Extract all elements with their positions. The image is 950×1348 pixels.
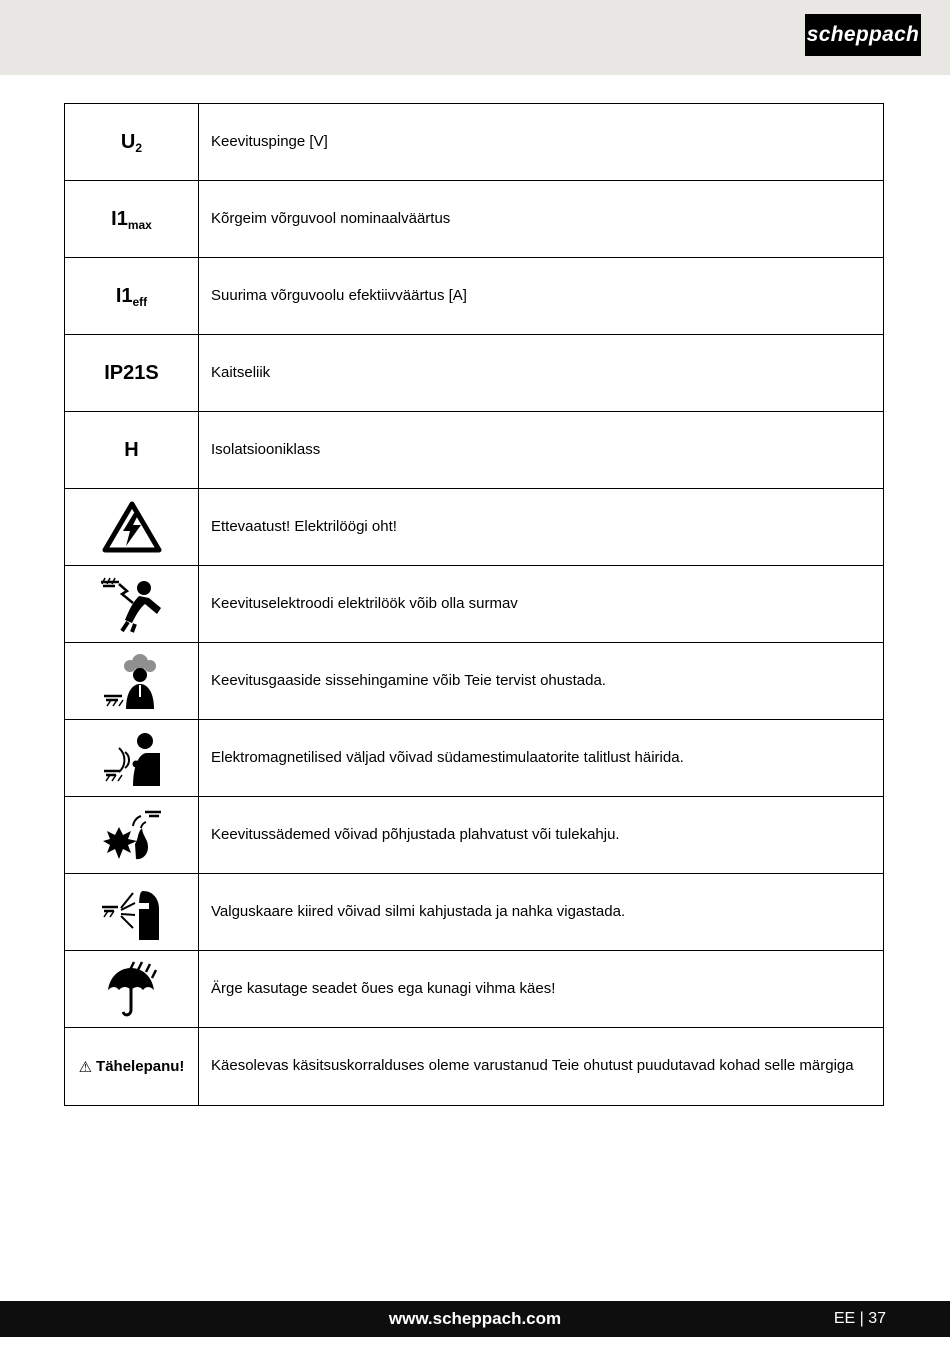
- symbol-explanation-table: [64, 103, 884, 1106]
- table-row: [65, 1028, 883, 1105]
- symbol-text: I1: [111, 207, 128, 230]
- footer-page-number: EE | 37: [833, 1310, 886, 1327]
- table-row: [65, 797, 883, 874]
- table-row: [65, 335, 883, 412]
- description-text: Keevitusgaaside sissehingamine võib Teie tervist ohustada.: [211, 671, 606, 689]
- description-text: Suurima võrguvoolu efektiivväärtus [A]: [211, 286, 467, 304]
- attention-label: Tähelepanu!: [96, 1058, 185, 1075]
- symbol-cell: [65, 412, 199, 488]
- table-row: [65, 566, 883, 643]
- symbol-cell: [65, 104, 199, 180]
- symbol-cell: [65, 335, 199, 411]
- symbol-cell: [65, 874, 199, 950]
- description-text: Kaitseliik: [211, 363, 271, 381]
- symbol-cell: [65, 797, 199, 873]
- description-text: Keevitussädemed võivad põhjustada plahvatust või tulekahju.: [211, 825, 620, 843]
- description-cell: [199, 1028, 883, 1105]
- description-text: Käesolevas käsitsuskorralduses oleme varustanud Teie ohutust puudutavad kohad selle märgiga: [211, 1057, 854, 1075]
- pacemaker-interference-icon: [102, 730, 162, 786]
- table-row: [65, 951, 883, 1028]
- symbol-subscript: 2: [135, 141, 143, 155]
- table-row: [65, 720, 883, 797]
- description-text: Isolatsiooniklass: [211, 440, 321, 458]
- footer-website: www.scheppach.com: [388, 1309, 562, 1328]
- description-text: Elektromagnetilised väljad võivad südamestimulaatorite talitlust häirida.: [211, 748, 684, 766]
- footer-bar: [0, 1301, 950, 1337]
- symbol-text: I1: [115, 284, 133, 307]
- description-cell: [199, 951, 883, 1027]
- description-text: Keevituspinge [V]: [211, 132, 328, 150]
- description-text: Ärge kasutage seadet õues ega kunagi vihma käes!: [211, 979, 556, 997]
- description-cell: [199, 181, 883, 257]
- table-row: [65, 412, 883, 489]
- high-voltage-warning-icon: [101, 500, 163, 554]
- symbol-text: U: [120, 130, 136, 153]
- symbol-text: IP21S: [104, 361, 159, 384]
- symbol-cell: [65, 720, 199, 796]
- description-text: Valguskaare kiired võivad silmi kahjustada ja nahka vigastada.: [211, 902, 626, 920]
- scheppach-logo-text: scheppach: [806, 23, 920, 46]
- symbol-text: H: [124, 438, 139, 461]
- scheppach-logo: [805, 14, 921, 56]
- sparks-fire-icon: [101, 807, 163, 863]
- arc-rays-icon: [100, 884, 164, 940]
- table-row: [65, 181, 883, 258]
- symbol-cell: [65, 1028, 199, 1105]
- table-row: [65, 489, 883, 566]
- description-cell: [199, 335, 883, 411]
- symbol-cell: [65, 258, 199, 334]
- symbol-cell: [65, 566, 199, 642]
- table-row: [65, 643, 883, 720]
- description-cell: [199, 720, 883, 796]
- description-text: Ettevaatust! Elektrilöögi oht!: [211, 517, 397, 535]
- symbol-cell: [65, 489, 199, 565]
- warning-triangle-icon: ⚠: [78, 1058, 93, 1076]
- description-cell: [199, 797, 883, 873]
- description-cell: [199, 566, 883, 642]
- symbol-subscript: eff: [132, 295, 148, 309]
- description-cell: [199, 412, 883, 488]
- symbol-subscript: max: [127, 218, 152, 232]
- description-cell: [199, 643, 883, 719]
- table-row: [65, 258, 883, 335]
- symbol-cell: [65, 643, 199, 719]
- description-cell: [199, 258, 883, 334]
- umbrella-rain-icon: [104, 960, 160, 1018]
- welding-fumes-icon: [102, 651, 162, 711]
- table-row: [65, 874, 883, 951]
- symbol-cell: [65, 181, 199, 257]
- description-text: Keevituselektroodi elektrilöök võib olla surmav: [211, 594, 518, 612]
- description-cell: [199, 489, 883, 565]
- symbol-cell: [65, 951, 199, 1027]
- electrode-shock-icon: [99, 575, 165, 633]
- description-cell: [199, 104, 883, 180]
- description-cell: [199, 874, 883, 950]
- table-row: [65, 104, 883, 181]
- description-text: Kõrgeim võrguvool nominaalväärtus: [211, 209, 451, 227]
